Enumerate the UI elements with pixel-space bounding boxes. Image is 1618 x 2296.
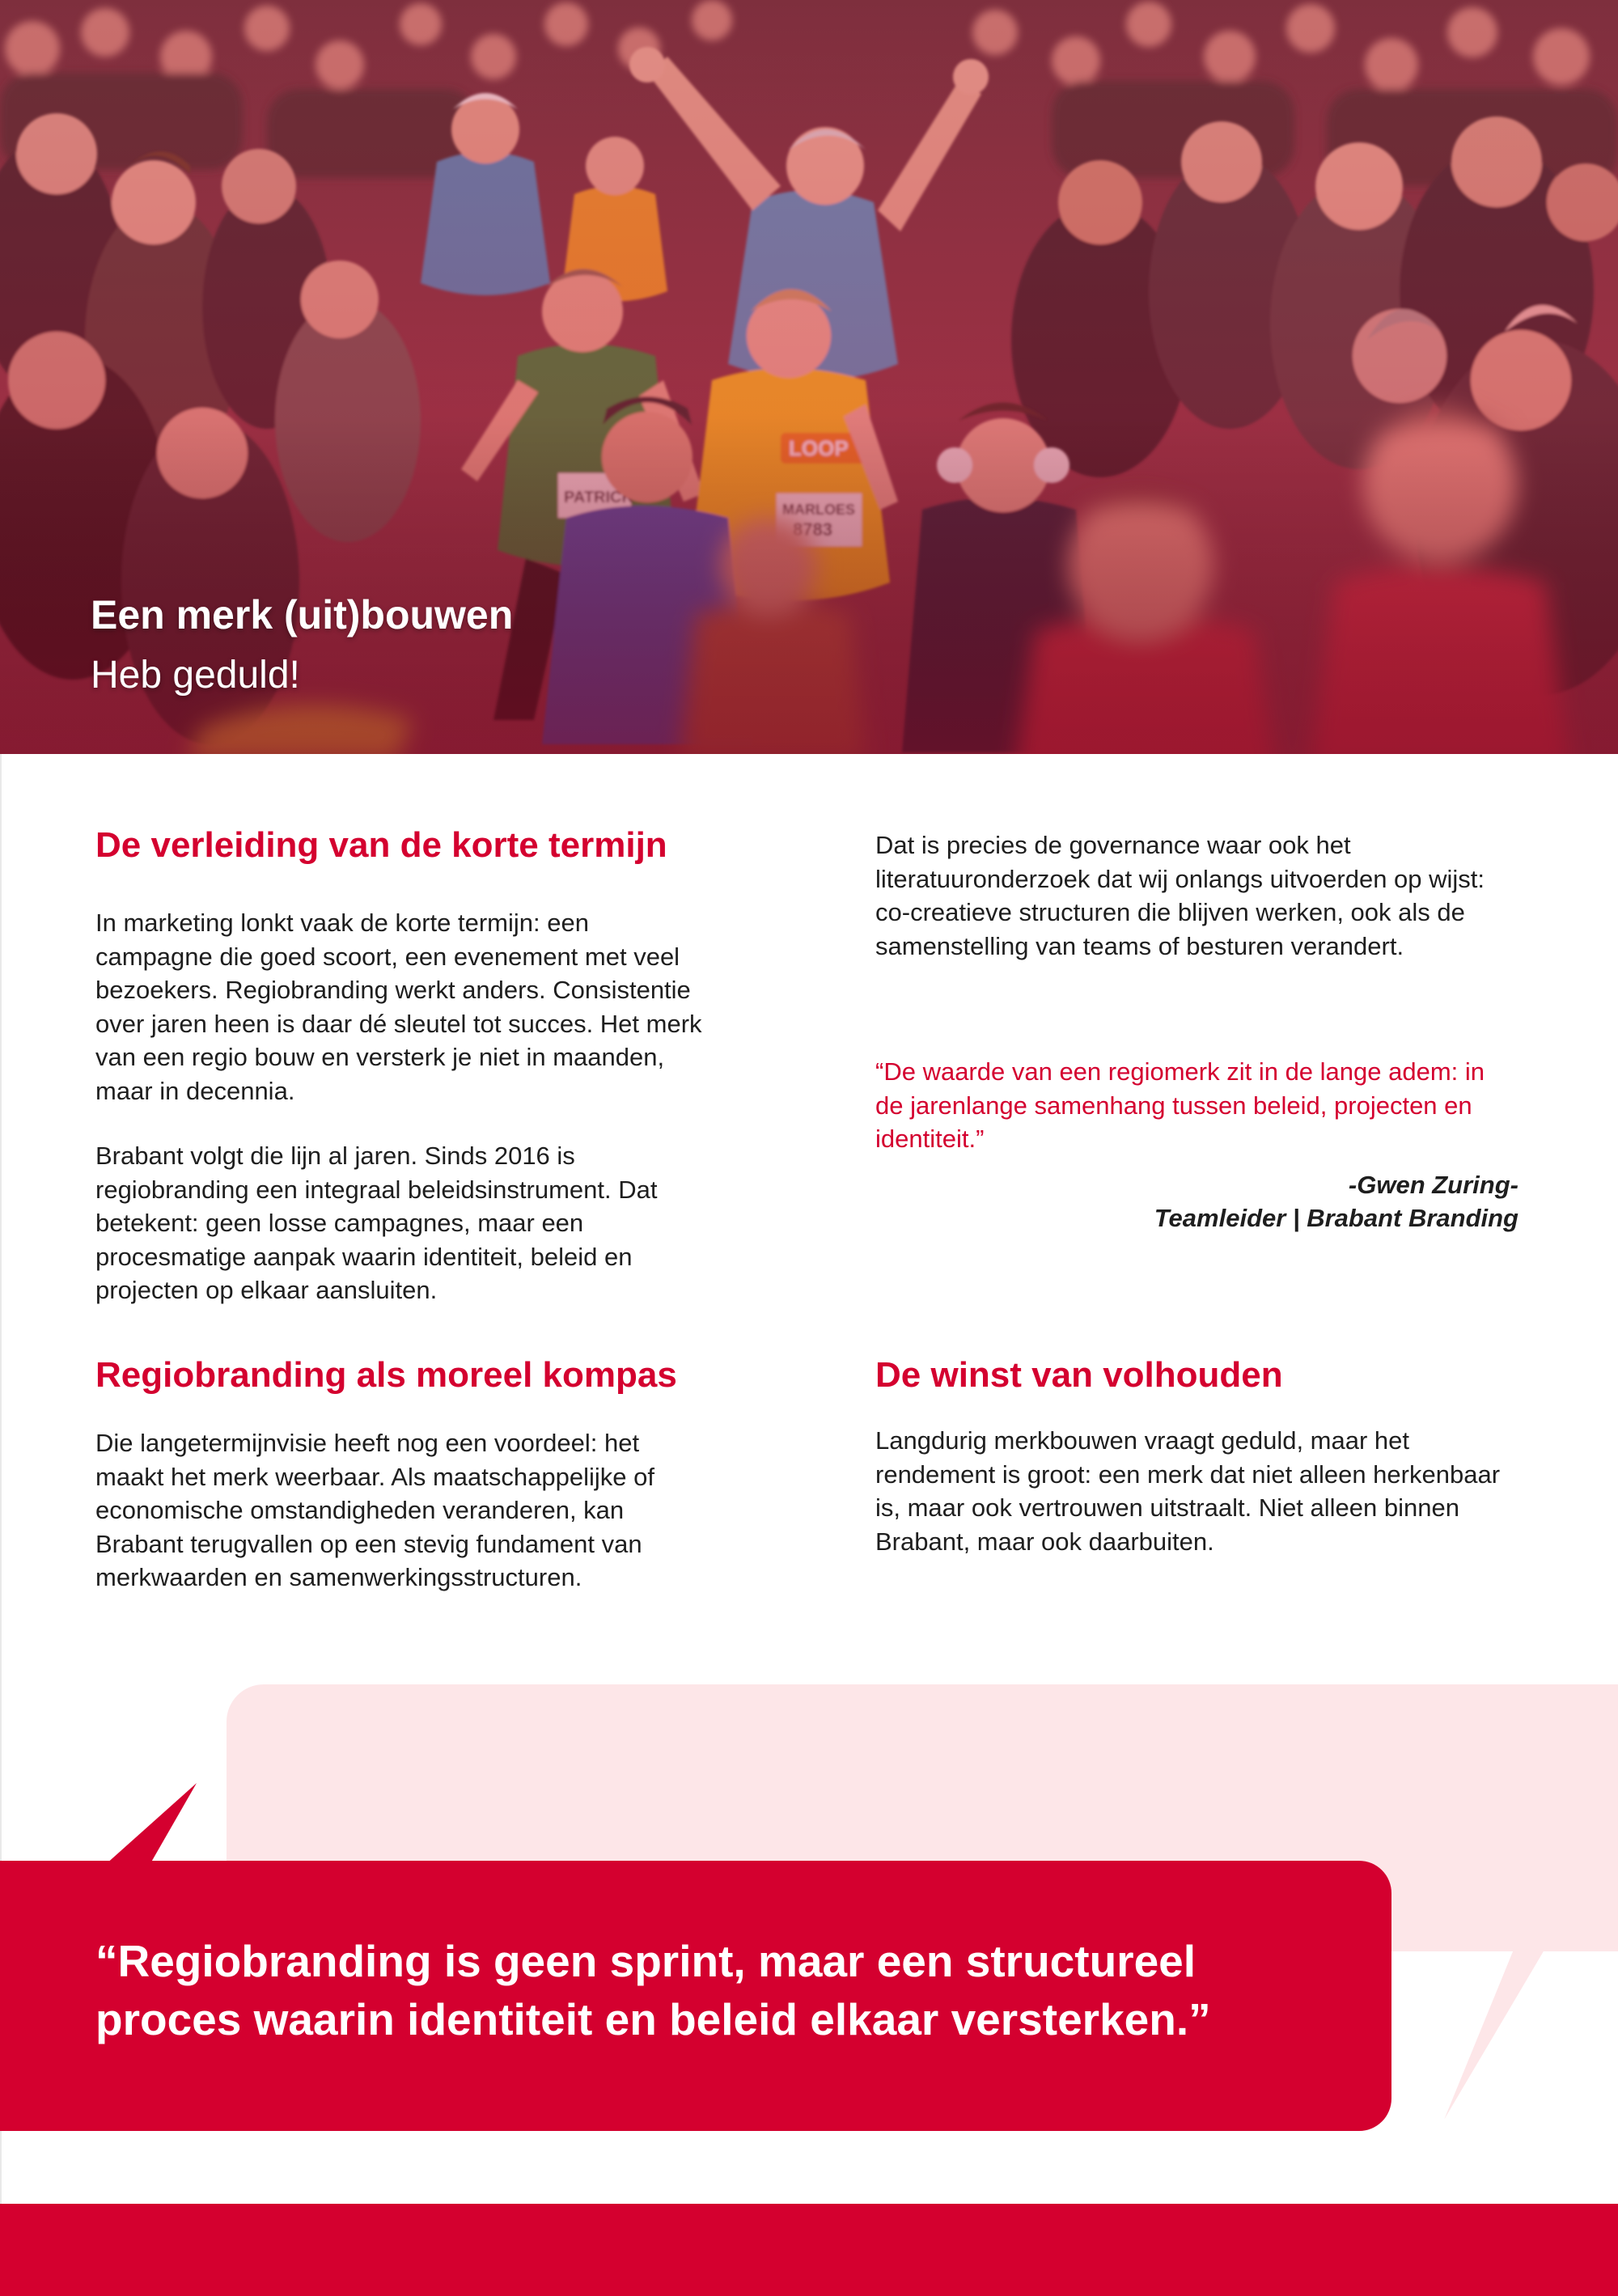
- text-line: rendement is groot: een merk dat niet alleen herkenbaar: [875, 1459, 1501, 1489]
- text-line: co-creatieve structuren die blijven werken, ook als de: [875, 898, 1465, 926]
- quote-line: de jarenlange samenhang tussen beleid, projecten en: [875, 1091, 1472, 1120]
- text-line: is, maar ook vertrouwen uitstraalt. Niet alleen binnen: [875, 1493, 1459, 1522]
- text-line: van een regio bouw en versterk je niet in maanden,: [95, 1043, 665, 1071]
- text-line: In marketing lonkt vaak de korte termijn: een: [95, 909, 589, 937]
- text-line: maar in decennia.: [95, 1076, 295, 1105]
- text-line: Brabant volgt die lijn al jaren. Sinds 2016 is: [95, 1142, 575, 1170]
- text-line: samenstelling van teams of besturen verandert.: [875, 931, 1404, 960]
- bubble-tail-red: [105, 1783, 197, 1865]
- text-line: literatuuronderzoek dat wij onlangs uitvoerden op wijst:: [875, 864, 1485, 893]
- pull-quote-line: “Regiobranding is geen sprint, maar een structureel: [95, 1936, 1197, 1986]
- text-line: over jaren heen is daar dé sleutel tot succes. Het merk: [95, 1009, 702, 1038]
- text-line: projecten op elkaar aansluiten.: [95, 1276, 438, 1304]
- text-line: procesmatige aanpak waarin identiteit, beleid en: [95, 1242, 633, 1271]
- text-line: Die langetermijnvisie heeft nog een voordeel: het: [95, 1429, 640, 1457]
- text-line: regiobranding een integraal beleidsinstrument. Dat: [95, 1175, 658, 1204]
- text-line: Langdurig merkbouwen vraagt geduld, maar het: [875, 1426, 1410, 1455]
- text-line: economische omstandigheden veranderen, kan: [95, 1496, 625, 1524]
- section-title-short-term: De verleiding van de korte termijn: [95, 825, 667, 865]
- hero-title: Een merk (uit)bouwen: [91, 592, 514, 638]
- text-line: Dat is precies de governance waar ook het: [875, 831, 1351, 859]
- pull-quote: [95, 1932, 1358, 2048]
- quote-line: identiteit.”: [875, 1125, 985, 1153]
- quote-line: “De waarde van een regiomerk zit in de lange adem: in: [875, 1057, 1485, 1086]
- attribution-name: -Gwen Zuring-: [1348, 1171, 1518, 1199]
- pull-quote-line: proces waarin identiteit en beleid elkaar versterken.”: [95, 1994, 1211, 2044]
- text-line: campagne die goed scoort, een evenement met veel: [95, 942, 680, 971]
- section-title-persistence: De winst van volhouden: [875, 1355, 1283, 1395]
- text-line: Brabant, maar ook daarbuiten.: [875, 1527, 1214, 1556]
- section-title-moral-compass: Regiobranding als moreel kompas: [95, 1355, 677, 1395]
- text-line: betekent: geen losse campagnes, maar een: [95, 1209, 584, 1237]
- footer-bar: [0, 2204, 1618, 2296]
- text-line: maakt het merk weerbaar. Als maatschappelijke of: [95, 1462, 654, 1491]
- hero-subtitle: Heb geduld!: [91, 654, 300, 697]
- text-line: bezoekers. Regiobranding werkt anders. Consistentie: [95, 976, 691, 1004]
- bubble-tail-light: [1444, 1942, 1549, 2120]
- text-line: merkwaarden en samenwerkingsstructuren.: [95, 1563, 582, 1591]
- attribution-role: Teamleider | Brabant Branding: [1154, 1204, 1518, 1232]
- text-line: Brabant terugvallen op een stevig fundament van: [95, 1529, 642, 1558]
